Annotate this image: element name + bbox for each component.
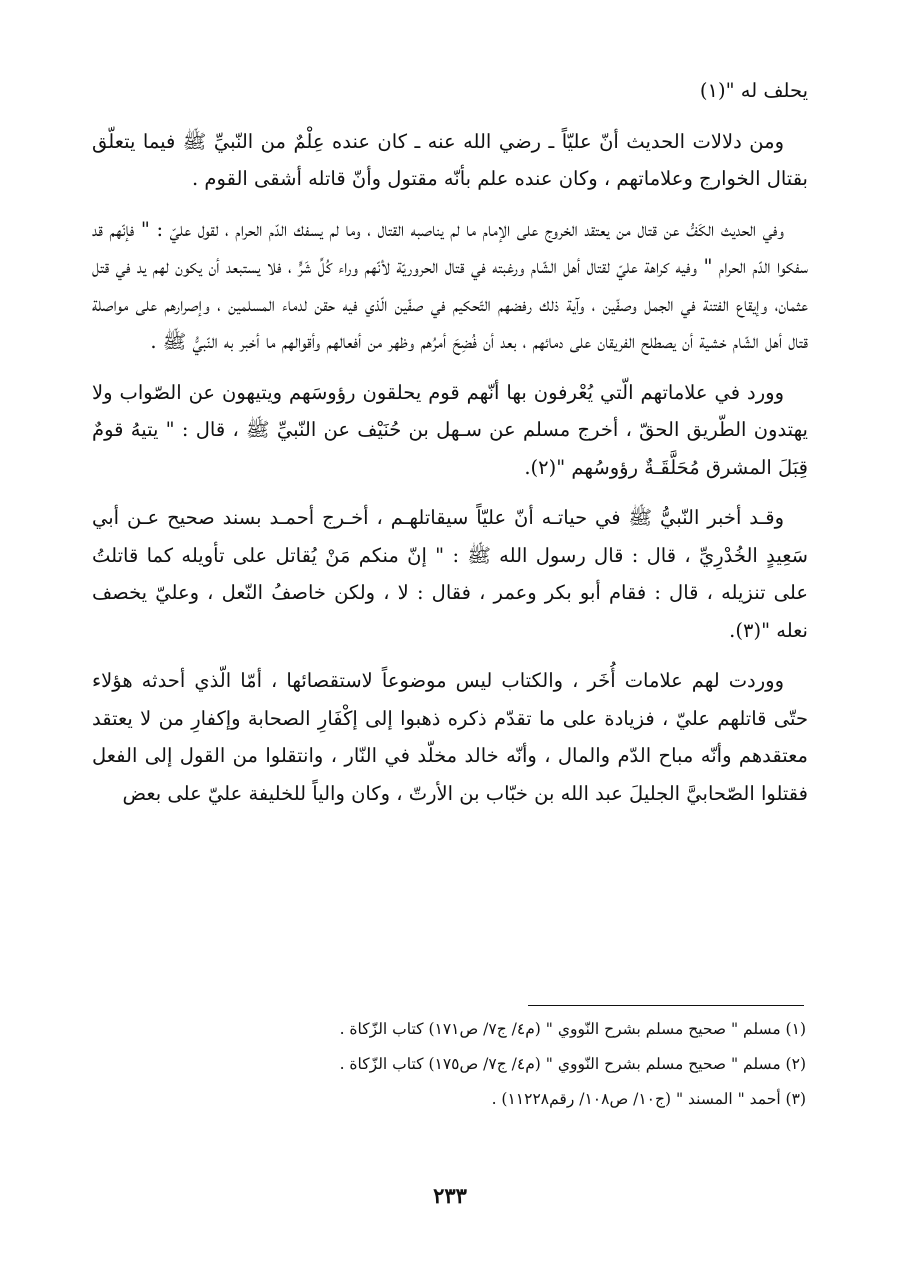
paragraph-continuation: يحلف له "(١)	[699, 79, 808, 102]
footnotes	[92, 1012, 806, 1117]
paragraph-other-signs: ووردت لهم علامات أُخَر ، والكتاب ليس موضوعاً لاستقصائها ، أمّا الّذي أحدثه هؤلاء حتّى قاتلهم عليّ ، فزيادة على ما تقدّم ذكره ذهبوا إلى إكْفَارِ الصحابة وإكفارِ من لا يعتقد معتقدهم وأنّه مباح الدّم والمال ، وأنّه خالد مخلّد في النّار ، وانتقلوا من القول إلى الفعل فقتلوا الصّحابيَّ الجليلَ عبد الله بن خبّاب بن الأرتّ ، وكان والياً للخليفة عليّ على بعض	[92, 669, 808, 805]
footnote-3: (٣) أحمد " المسند " (ج١٠/ ص١٠٨/ رقم١١٢٢٨) .	[491, 1090, 806, 1108]
page-number: ٢٣٣	[433, 1183, 467, 1208]
footnote-1: (١) مسلم " صحيح مسلم بشرح النّووي " (م٤/ ج٧/ ص١٧١) كتاب الزّكاة .	[339, 1020, 806, 1038]
paragraph-restraint-from-fighting: وفي الحديث الكَفُّ عن قتال من يعتقد الخروج على الإمام ما لم يناصبه القتال ، وما لم يسفك الدّم الحرام ، لقول عليّ : " فإنّهم قد سفكوا الدّم الحرام " وفيه كراهة عليّ لقتال أهل الشّام ورغبته في قتال الحروريّة لأنّهم وراء كُلِّ شَرٍّ ، فلا يستبعد أن يكون لهم يد في قتل عثمان، وإيقاع الفتنة في الجمل وصفّين ، وآية ذلك رفضهم التّحكيم في صفّين الّذي فيه حقن لدماء المسلمين ، وإصرارهم على مواصلة قتال أهل الشّام خشية أن يصطلح الفريقان على دمائهم ، بعد أن فُضِحَ أمرُهم وظهر من أفعالهم وأقوالهم ما أخبر به النّبيُّ ﷺ .	[92, 217, 808, 353]
footnote-2: (٢) مسلم " صحيح مسلم بشرح النّووي " (م٤/ ج٧/ ص١٧٥) كتاب الزّكاة .	[339, 1055, 806, 1073]
paragraph-signs-of-khawarij: وورد في علاماتهم الّتي يُعْرفون بها أنّهم قوم يحلقون رؤوسَهم ويتيهون عن الصّواب ولا يهتدون الطّريق الحقّ ، أخرج مسلم عن سـهل بن حُنَيْف عن النّبيِّ ﷺ ، قال : " يتيهُ قومٌ قِبَلَ المشرق مُحَلَّقَـةٌ رؤوسُهم "(٢).	[92, 380, 808, 479]
footnote-divider	[528, 1005, 804, 1006]
paragraph-ali-knowledge: ومن دلالات الحديث أنّ عليّاً ـ رضي الله عنه ـ كان عنده عِلْمٌ من النّبيِّ ﷺ فيما يتعلّق بقتال الخوارج وعلاماتهم ، وكان عنده علم بأنّه مقتول وأنّ قاتله أشقى القوم .	[92, 129, 808, 190]
paragraph-prophet-foretold: وقـد أخبر النّبيُّ ﷺ في حياتـه أنّ عليّاً سيقاتلهـم ، أخـرج أحمـد بسند صحيح عـن أبي سَعِيدٍ الخُدْرِيِّ ، قال : قال رسول الله ﷺ : " إنّ منكم مَنْ يُقاتل على تأويله كما قاتلتُ على تنزيله ، قال : فقام أبو بكر وعمر ، فقال : لا ، ولكن خاصفُ النّعل ، وعليّ يخصف نعله "(٣).	[92, 506, 808, 642]
main-text	[92, 72, 808, 825]
